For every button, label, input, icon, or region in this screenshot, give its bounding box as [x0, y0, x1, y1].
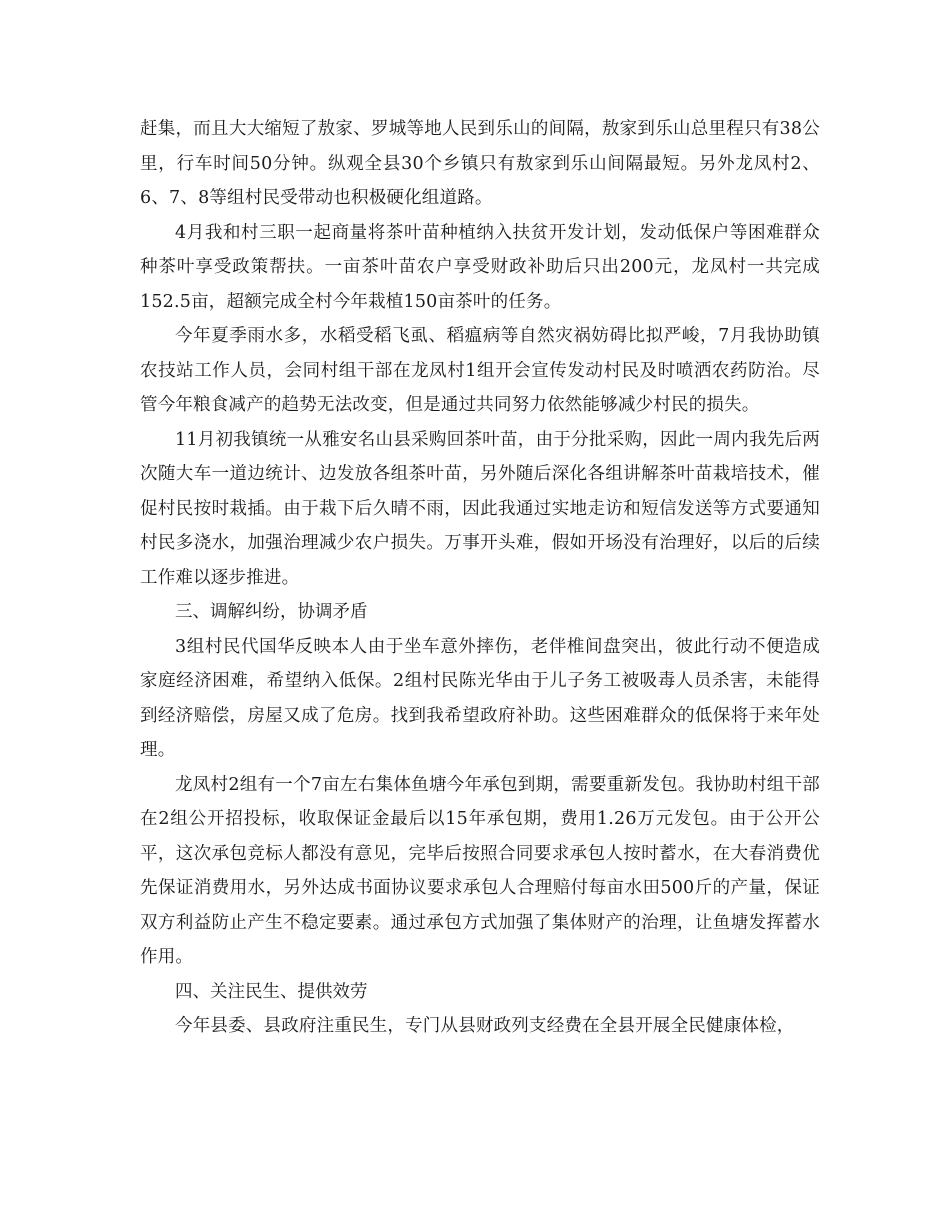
paragraph-7: 今年县委、县政府注重民生，专门从县财政列支经费在全县开展全民健康体检，: [175, 1016, 795, 1036]
paragraph-2: 4月我和村三职一起商量将茶叶苗种植纳入扶贫开发计划，发动低保户等困难群众种茶叶享受政策帮扶。一亩茶叶苗农户享受财政补助后只出200元，龙凤村一共完成152.5亩，超额完成全村今年栽植150亩茶叶的任务。: [140, 222, 820, 312]
paragraph-4: 11月初我镇统一从雅安名山县采购回茶叶苗，由于分批采购，因此一周内我先后两次随大车一道边统计、边发放各组茶叶苗，另外随后深化各组讲解茶叶苗栽培技术，催促村民按时栽插。由于栽下后久晴不雨，因此我通过实地走访和短信发送等方式要通知村民多浇水，加强治理减少农户损失。万事开头难，假如开场没有治理好，以后的后续工作难以逐步推进。: [140, 429, 820, 588]
document-page: [140, 112, 820, 1044]
paragraph-6: 龙凤村2组有一个7亩左右集体鱼塘今年承包到期，需要重新发包。我协助村组干部在2组公开招投标，收取保证金最后以15年承包期，费用1.26万元发包。由于公开公平，这次承包竞标人都没有意见，完毕后按照合同要求承包人按时蓄水，在大春消费优先保证消费用水，另外达成书面协议要求承包人合理赔付每亩水田500斤的产量，保证双方利益防止产生不稳定要素。通过承包方式加强了集体财产的治理，让鱼塘发挥蓄水作用。: [140, 774, 820, 967]
section-heading-4: 四、关注民生、提供效劳: [175, 981, 368, 1002]
paragraph-1: 赶集，而且大大缩短了敖家、罗城等地人民到乐山的间隔，敖家到乐山总里程只有38公里，行车时间50分钟。纵观全县30个乡镇只有敖家到乐山间隔最短。另外龙凤村2、6、7、8等组村民受带动也积极硬化组道路。: [140, 119, 820, 208]
section-heading-3: 三、调解纠纷，协调矛盾: [175, 602, 368, 622]
paragraph-3: 今年夏季雨水多，水稻受稻飞虱、稻瘟病等自然灾祸妨碍比拟严峻，7月我协助镇农技站工作人员，会同村组干部在龙凤村1组开会宣传发动村民及时喷洒农药防治。尽管今年粮食减产的趋势无法改变，但是通过共同努力依然能够减少村民的损失。: [140, 326, 820, 415]
paragraph-5: 3组村民代国华反映本人由于坐车意外摔伤，老伴椎间盘突出，彼此行动不便造成家庭经济困难，希望纳入低保。2组村民陈光华由于儿子务工被吸毒人员杀害，未能得到经济赔偿，房屋又成了危房。找到我希望政府补助。这些困难群众的低保将于来年处理。: [140, 636, 820, 760]
